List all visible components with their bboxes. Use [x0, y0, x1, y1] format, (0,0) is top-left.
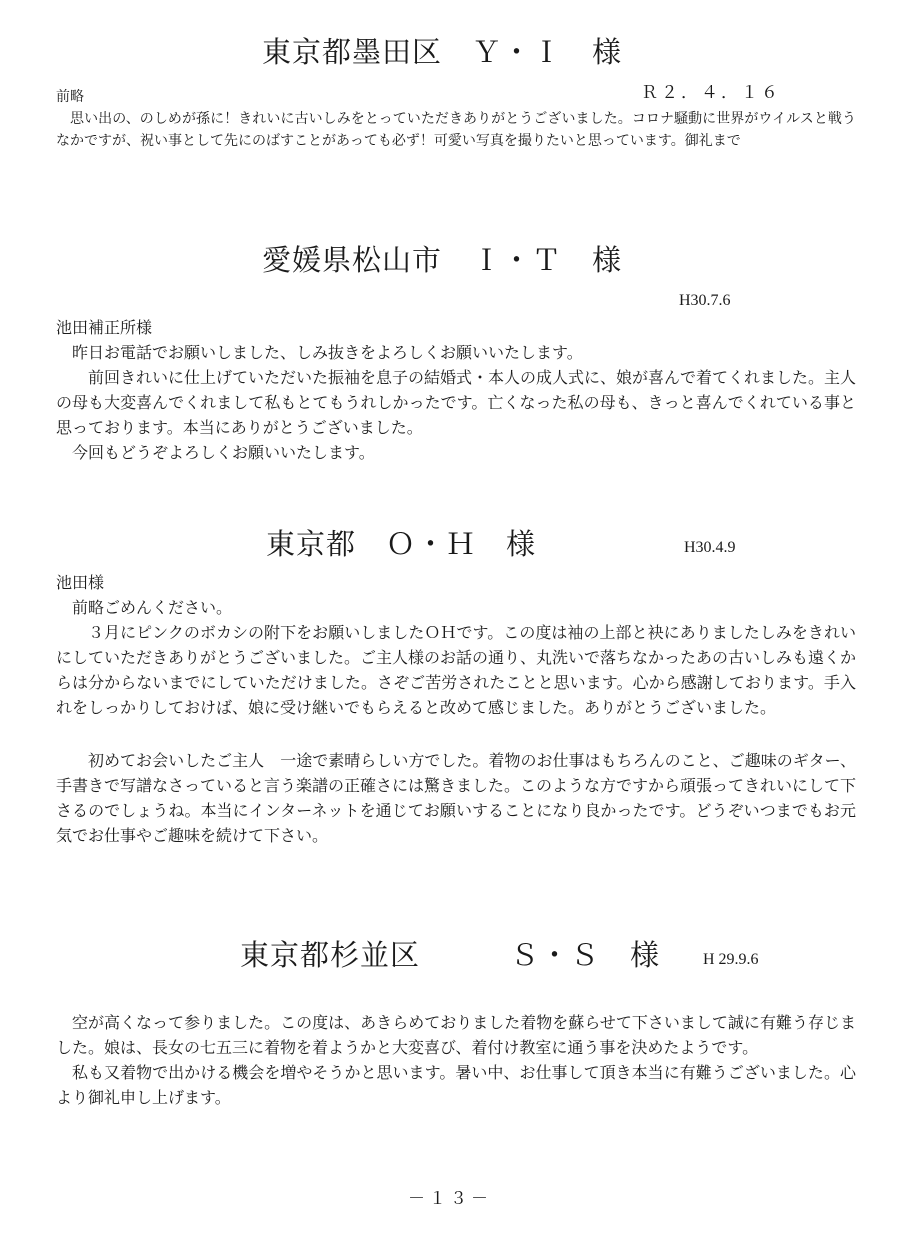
letter-salutation: 池田様	[56, 573, 105, 592]
letter-paragraph: 前略ごめんください。	[72, 598, 233, 617]
letter-paragraph: 今回もどうぞよろしくお願いいたします。	[72, 443, 375, 462]
letter-paragraph: 空が高くなって参りました。この度は、あきらめておりました着物を蘇らせて下さいまして誠に有難う存じました。娘は、長女の七五三に着物を着ようかと大変喜び、着付け教室に通う事を決めたようです。	[56, 1013, 856, 1057]
letter-title: 東京都杉並区 Ｓ・Ｓ 様	[240, 938, 661, 972]
letter-title: 愛媛県松山市 Ｉ・Ｔ 様	[262, 243, 623, 277]
letter-date: H 29.9.6	[703, 951, 759, 968]
paragraph-gap	[56, 720, 856, 748]
letter-paragraph: ３月にピンクのボカシの附下をお願いしましたＯＨです。この度は袖の上部と袂にありましたしみをきれいにしていただきありがとうございました。ご主人様のお話の通り、丸洗いで落ちなかったあの古いしみも遠くからは分からないまでにしていただけました。さぞご苦労されたことと思います。心から感謝しております。手入れをしっかりしておけば、娘に受け継いでもらえると改めて感じました。ありがとうございました。	[56, 623, 857, 717]
letter-paragraph: 思い出の、のしめが孫に！きれいに古いしみをとっていただきありがとうございました。コロナ騒動に世界がウイルスと戦うなかですが、祝い事として先にのばすことがあっても必ず！可愛い写真を撮りたいと思っています。御礼まで	[56, 111, 856, 149]
letter-paragraph: 初めてお会いしたご主人 一途で素晴らしい方でした。着物のお仕事はもちろんのこと、ご趣味のギター、手書きで写譜なさっていると言う楽譜の正確さには驚きました。このような方ですから頑張ってきれいにして下さるのでしょうね。本当にインターネットを通じてお願いすることになり良かったです。どうぞいつまでもお元気でお仕事やご趣味を続けて下さい。	[56, 751, 857, 845]
letter-salutation: 前略	[56, 89, 84, 105]
letter-body	[56, 1010, 856, 1110]
letter-body	[56, 315, 856, 465]
letter-date: H30.7.6	[679, 292, 731, 309]
letter-title: 東京都墨田区 Ｙ・Ｉ 様	[262, 35, 623, 69]
letter-paragraph: 前回きれいに仕上げていただいた振袖を息子の結婚式・本人の成人式に、娘が喜んで着てくれました。主人の母も大変喜んでくれまして私もとてもうれしかったです。亡くなった私の母も、きっと喜んでくれている事と思っております。本当にありがとうございました。	[56, 368, 857, 437]
letter-title: 東京都 Ｏ・Ｈ 様	[266, 527, 537, 561]
letter-salutation: 池田補正所様	[56, 318, 153, 337]
letter-paragraph: 私も又着物で出かける機会を増やそうかと思います。暑い中、お仕事して頂き本当に有難うございました。心より御礼申し上げます。	[56, 1063, 856, 1107]
letter-paragraph: 昨日お電話でお願いしました、しみ抜きをよろしくお願いいたします。	[72, 343, 583, 362]
letter-body	[56, 86, 856, 152]
letter-date: Ｒ２．４．１６	[641, 83, 781, 103]
page-number: －１３－	[408, 1189, 492, 1209]
letter-body	[56, 570, 856, 848]
letter-date: H30.4.9	[684, 539, 736, 556]
